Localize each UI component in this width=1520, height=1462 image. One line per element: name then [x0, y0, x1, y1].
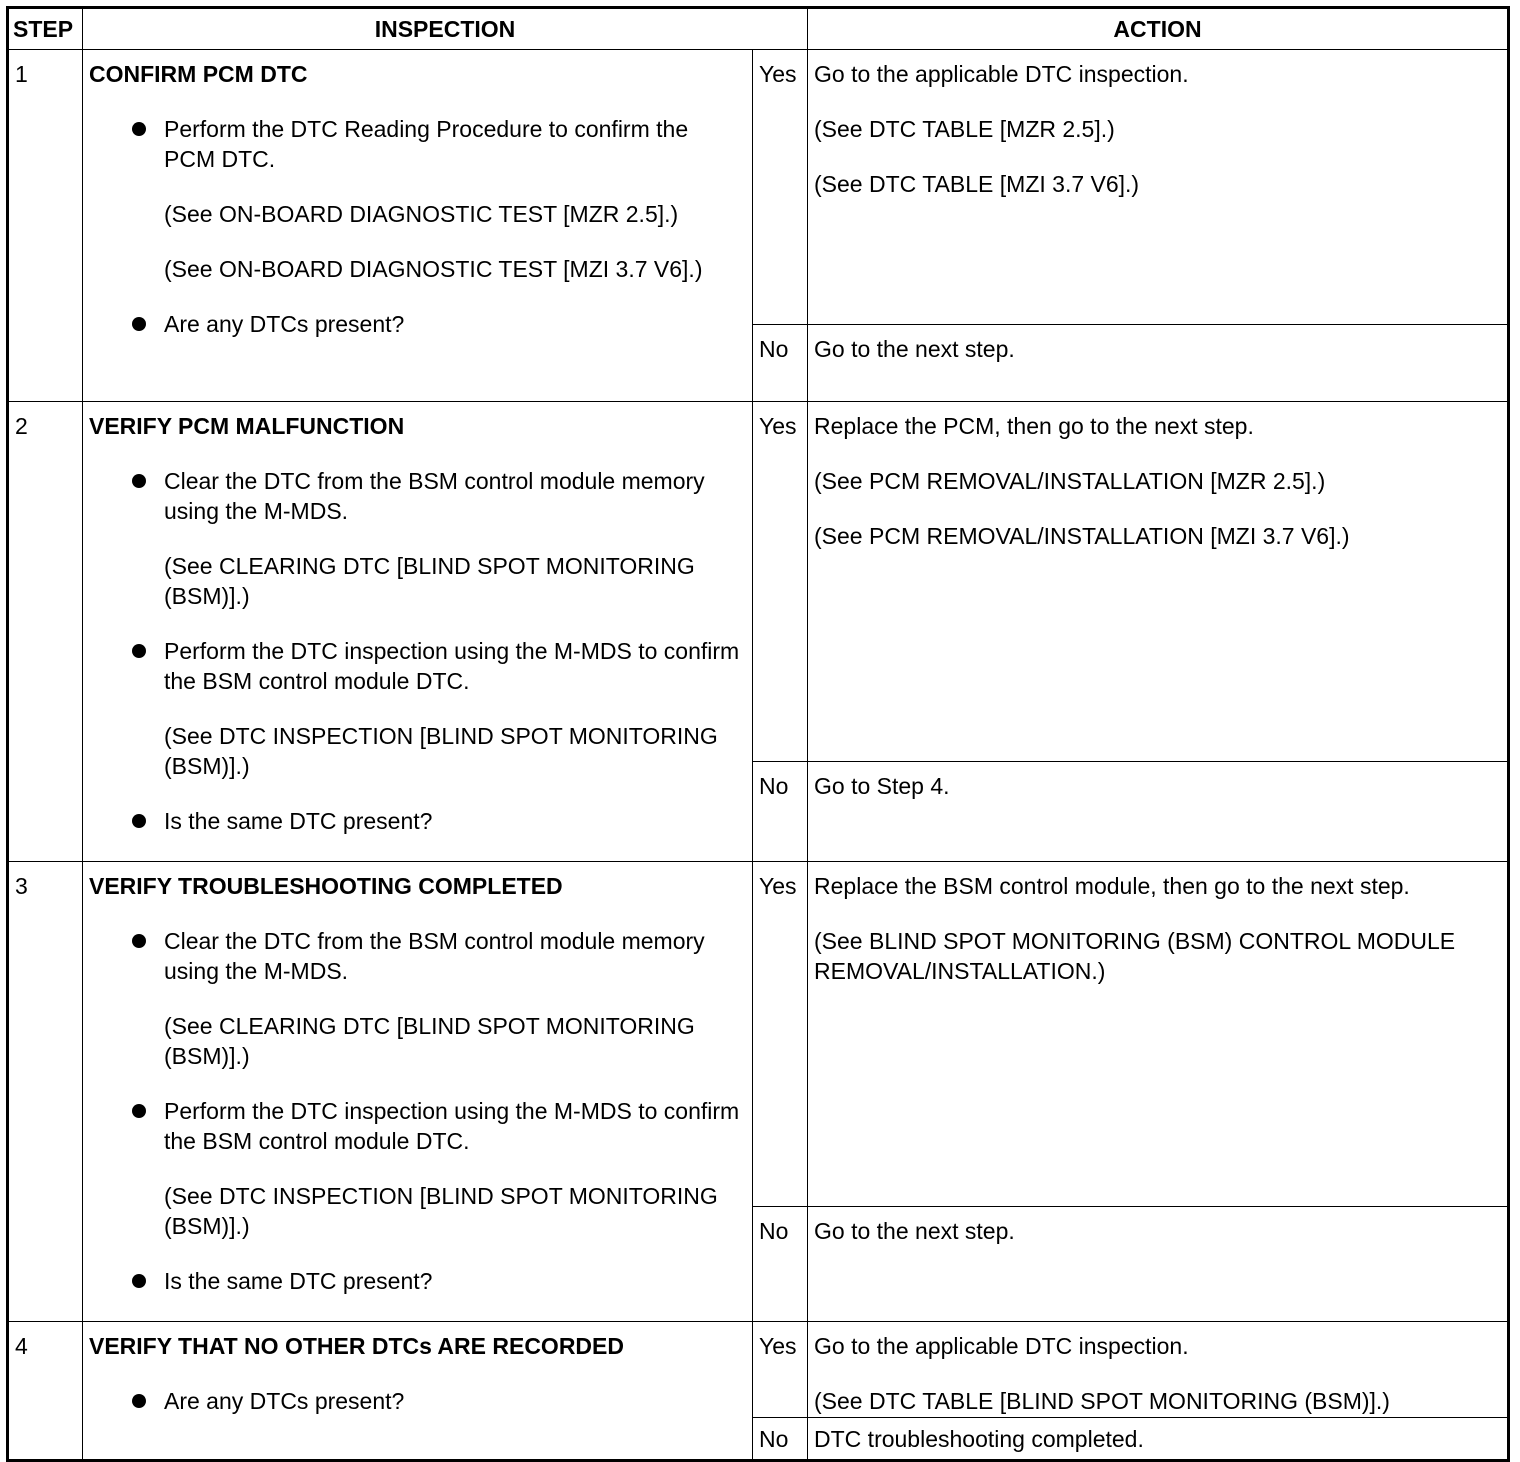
no-action	[808, 1418, 1509, 1461]
yes-action	[808, 402, 1509, 762]
step-inspection	[83, 1322, 753, 1461]
troubleshooting-table	[6, 6, 1510, 1462]
inspection-bullet: Perform the DTC Reading Procedure to confirm the PCM DTC.	[89, 114, 742, 174]
yes-label: Yes	[753, 1322, 808, 1418]
inspection-bullet: Perform the DTC inspection using the M-MDS to confirm the BSM control module DTC.	[89, 1096, 742, 1156]
inspection-bullet: Are any DTCs present?	[89, 1386, 742, 1416]
step-number: 1	[8, 50, 83, 402]
inspection-bullet: Perform the DTC inspection using the M-MDS to confirm the BSM control module DTC.	[89, 636, 742, 696]
reference-link[interactable]: (See DTC TABLE [BLIND SPOT MONITORING (BSM)].)	[814, 1388, 1390, 1414]
step-4-yes-row	[8, 1322, 1509, 1418]
inspection-bullet: Are any DTCs present?	[89, 309, 742, 339]
yes-action	[808, 1322, 1509, 1418]
no-label: No	[753, 1418, 808, 1461]
reference-link[interactable]: (See PCM REMOVAL/INSTALLATION [MZI 3.7 V6].)	[814, 523, 1350, 549]
step-3-yes-row	[8, 862, 1509, 1207]
action-text: Replace the BSM control module, then go to the next step.	[814, 873, 1410, 899]
step-header: STEP	[8, 8, 83, 50]
reference-link[interactable]: (See DTC TABLE [MZI 3.7 V6].)	[814, 171, 1140, 197]
inspection-bullet: Clear the DTC from the BSM control module memory using the M-MDS.	[89, 466, 742, 526]
step-title: CONFIRM PCM DTC	[89, 61, 308, 87]
inspection-bullet: Is the same DTC present?	[89, 1266, 742, 1296]
inspection-bullet: Is the same DTC present?	[89, 806, 742, 836]
step-inspection	[83, 402, 753, 862]
no-action	[808, 1207, 1509, 1322]
step-number: 4	[8, 1322, 83, 1461]
reference-link[interactable]: (See DTC INSPECTION [BLIND SPOT MONITORING (BSM)].)	[164, 1183, 718, 1239]
yes-action	[808, 50, 1509, 325]
action-text: DTC troubleshooting completed.	[814, 1426, 1144, 1452]
step-number: 2	[8, 402, 83, 862]
action-text: Go to the applicable DTC inspection.	[814, 61, 1189, 87]
yes-label: Yes	[753, 402, 808, 762]
step-1-yes-row	[8, 50, 1509, 325]
reference-link[interactable]: (See DTC TABLE [MZR 2.5].)	[814, 116, 1115, 142]
no-label: No	[753, 325, 808, 402]
step-title: VERIFY TROUBLESHOOTING COMPLETED	[89, 873, 563, 899]
yes-label: Yes	[753, 50, 808, 325]
action-text: Go to Step 4.	[814, 773, 950, 799]
step-title: VERIFY PCM MALFUNCTION	[89, 413, 405, 439]
reference-link[interactable]: (See PCM REMOVAL/INSTALLATION [MZR 2.5].)	[814, 468, 1326, 494]
yes-label: Yes	[753, 862, 808, 1207]
action-text: Go to the next step.	[814, 336, 1015, 362]
action-header: ACTION	[808, 8, 1509, 50]
yes-action	[808, 862, 1509, 1207]
reference-link[interactable]: (See BLIND SPOT MONITORING (BSM) CONTROL MODULE REMOVAL/INSTALLATION.)	[814, 928, 1456, 984]
step-2-yes-row	[8, 402, 1509, 762]
reference-link[interactable]: (See CLEARING DTC [BLIND SPOT MONITORING (BSM)].)	[164, 1013, 695, 1069]
reference-link[interactable]: (See CLEARING DTC [BLIND SPOT MONITORING (BSM)].)	[164, 553, 695, 609]
no-action	[808, 325, 1509, 402]
no-label: No	[753, 762, 808, 862]
reference-link[interactable]: (See ON-BOARD DIAGNOSTIC TEST [MZR 2.5].)	[164, 201, 679, 227]
inspection-bullet: Clear the DTC from the BSM control module memory using the M-MDS.	[89, 926, 742, 986]
no-label: No	[753, 1207, 808, 1322]
reference-link[interactable]: (See DTC INSPECTION [BLIND SPOT MONITORING (BSM)].)	[164, 723, 718, 779]
reference-link[interactable]: (See ON-BOARD DIAGNOSTIC TEST [MZI 3.7 V6].)	[164, 256, 703, 282]
action-text: Replace the PCM, then go to the next step.	[814, 413, 1254, 439]
header-row	[8, 8, 1509, 50]
step-inspection	[83, 862, 753, 1322]
action-text: Go to the next step.	[814, 1218, 1015, 1245]
step-number: 3	[8, 862, 83, 1322]
action-text: Go to the applicable DTC inspection.	[814, 1333, 1189, 1359]
step-inspection	[83, 50, 753, 402]
no-action	[808, 762, 1509, 862]
step-title: VERIFY THAT NO OTHER DTCs ARE RECORDED	[89, 1333, 624, 1359]
inspection-header: INSPECTION	[83, 8, 808, 50]
